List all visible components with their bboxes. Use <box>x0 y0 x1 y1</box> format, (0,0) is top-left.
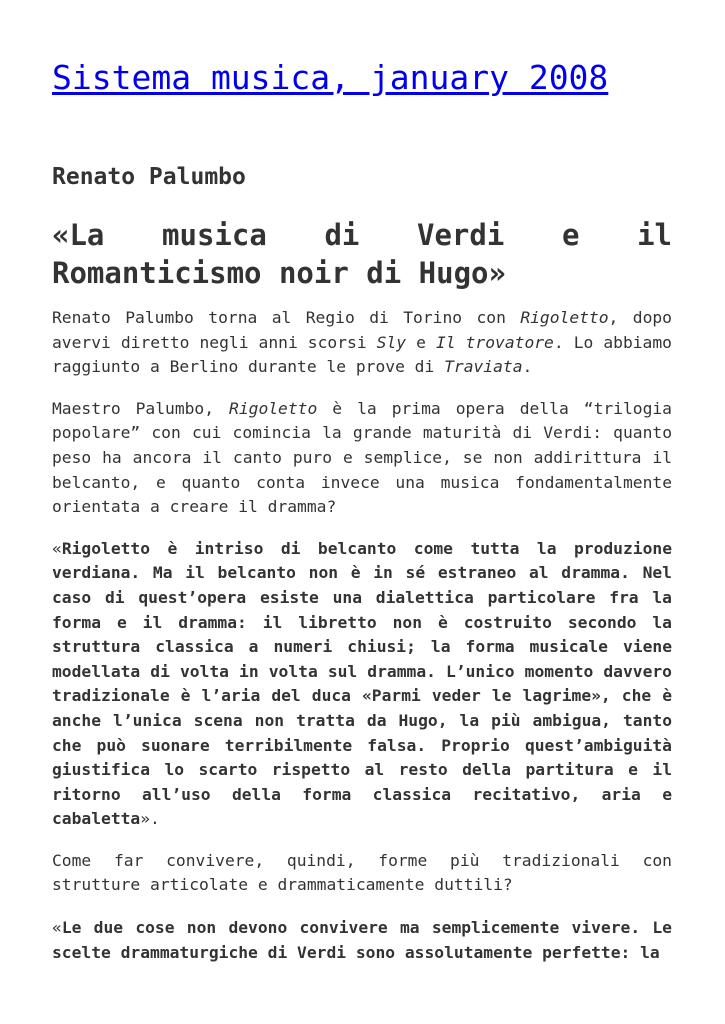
article-title <box>52 56 672 100</box>
article <box>52 56 672 962</box>
intro-paragraph <box>52 306 672 380</box>
interview-headline <box>52 216 672 292</box>
headline-line-2: Romanticismo noir di Hugo» <box>52 256 506 290</box>
headline-line-1: «La musica di Verdi e il <box>52 218 672 252</box>
open-quote: « <box>52 538 62 558</box>
article-title-link[interactable]: Sistema musica, january 2008 <box>52 58 609 97</box>
answer-text: Le due cose non devono convivere ma semplicemente vivere. Le scelte drammaturgiche di Verdi sono assolutamente perfette: la <box>52 918 672 962</box>
intro-text: . Lo abbiamo raggiunto a Berlino durante le prove di <box>52 332 672 377</box>
close-quote: ». <box>140 809 160 829</box>
intro-text: . <box>522 357 533 377</box>
question-paragraph: Come far convivere, quindi, forme più tradizionali con strutture articolate e drammaticamente duttili? <box>52 850 672 895</box>
opera-title: Rigoletto <box>520 308 609 327</box>
question-text: Maestro Palumbo, <box>52 398 230 418</box>
intro-text: , dopo avervi diretto negli anni scorsi <box>52 308 672 352</box>
article-body <box>52 306 672 982</box>
intro-text: e <box>406 332 436 352</box>
answer-paragraph <box>52 537 672 832</box>
question-paragraph <box>52 397 672 520</box>
opera-title: Traviata <box>444 357 523 377</box>
opera-title: Rigoletto <box>229 398 318 418</box>
question-text: è la prima opera della “trilogia popolare” con cui comincia la grande maturità di Verdi: quanto peso ha ancora il canto puro e semplice, se non addirittura il belcanto, e quanto conta invece una musica fondamentalmente orientata a creare il dramma? <box>52 398 672 517</box>
open-quote: « <box>52 918 62 938</box>
opera-title: Il trovatore <box>435 332 554 352</box>
answer-paragraph <box>52 916 672 965</box>
intro-text: Renato Palumbo torna al Regio di Torino con <box>52 308 521 327</box>
answer-text: Rigoletto è intriso di belcanto come tutta la produzione verdiana. Ma il belcanto non è in sé estraneo al dramma. Nel caso di quest’opera esiste una dialettica particolare fra la forma e il dramma: il libretto non è costruito secondo la struttura classica a numeri chiusi; la forma musicale viene modellata di volta in volta sul dramma. L’unico momento davvero tradizionale è l’aria del duca «Parmi veder le lagrime», che è anche l’unica scena non tratta da Hugo, la più ambigua, tanto che può suonare terribilmente falsa. Proprio quest’ambiguità giustifica lo scarto rispetto al resto della partitura e il ritorno all’uso della forma classica recitativo, aria e cabaletta <box>52 538 672 829</box>
author-name: Renato Palumbo <box>52 164 246 190</box>
opera-title: Sly <box>376 332 407 352</box>
